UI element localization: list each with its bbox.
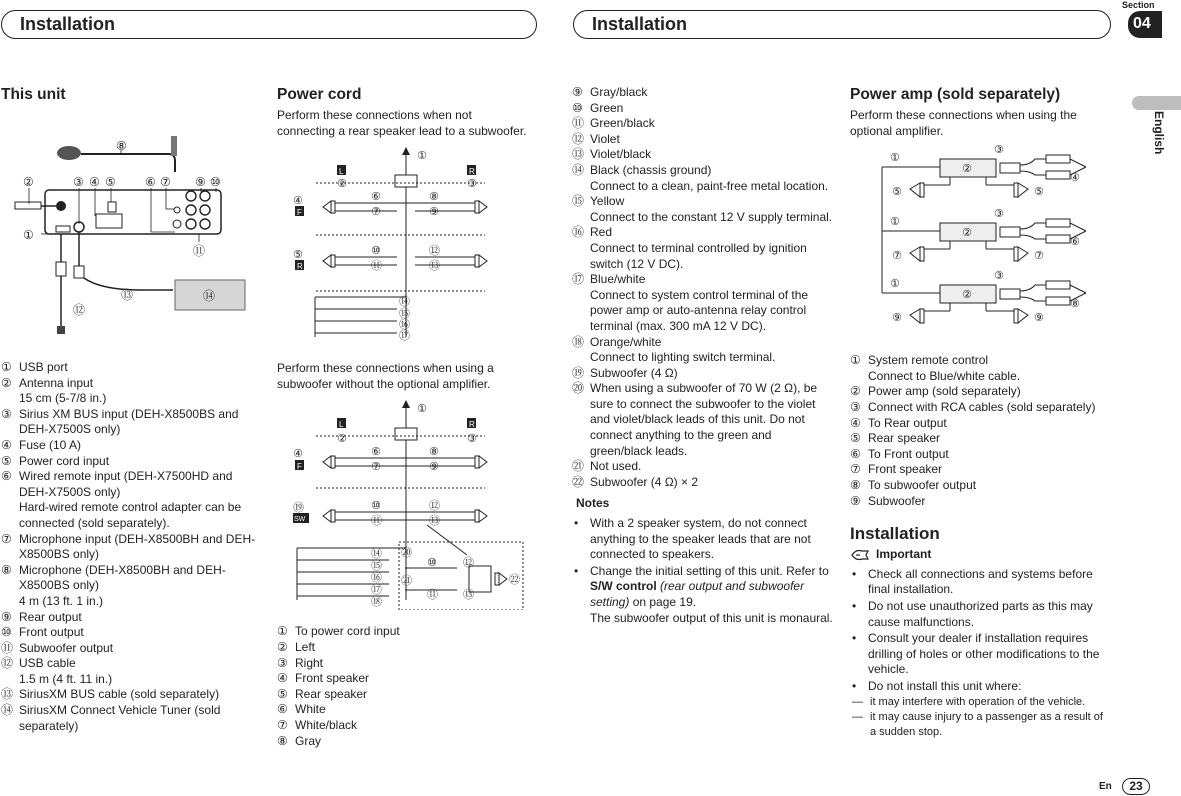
wire-colors-section [572,85,834,627]
svg-text:⑰: ⑰ [399,330,410,343]
svg-text:①: ① [890,152,900,165]
page-number: 23 [1122,778,1150,795]
left-header-title: Installation [20,14,116,34]
power-cord-section [277,86,527,749]
list-item: ④ Fuse (10 A) [1,437,82,452]
footer-lang: En [1099,781,1112,792]
svg-text:②: ② [962,227,972,240]
wire-colors-list [572,85,834,490]
svg-text:⑬: ⑬ [429,260,440,273]
this-unit-heading: This unit [1,86,66,103]
svg-text:③: ③ [467,433,477,446]
svg-text:⑧: ⑧ [429,446,439,459]
svg-text:L: L [339,420,344,430]
list-item: ② Power amp (sold separately) [850,384,1021,399]
svg-text:㉑: ㉑ [401,575,412,588]
list-item: ⑮ Yellow [572,194,625,209]
svg-text:③: ③ [994,145,1004,157]
svg-text:R: R [469,420,475,430]
svg-text:⑫: ⑫ [463,557,474,570]
installation-bullet: • Do not install this unit where: [852,678,1022,693]
svg-text:⑪: ⑪ [193,244,206,258]
list-item: ⑤ Rear speaker [277,686,368,701]
list-item: Connect to a clean, paint-free metal location. [590,178,829,193]
list-item: Connect to the constant 12 V supply terminal. [590,209,833,224]
list-item: ⑦ Microphone input (DEH-X8500BH and DEH-X8500BS only) [1,531,256,562]
list-item: Connect to terminal controlled by ignition switch (12 V DC). [590,240,807,271]
installation-bullet: • Do not use unauthorized parts as this may cause malfunctions. [852,598,1093,629]
installation-bullet: • Consult your dealer if installation requires drilling of holes or other modifications to the vehicle. [852,631,1100,677]
svg-text:⑫: ⑫ [429,245,440,258]
list-item: ⑪ Green/black [572,116,655,131]
svg-text:⑱: ⑱ [371,596,382,609]
svg-text:⑨: ⑨ [892,312,902,325]
svg-text:⑩: ⑩ [371,245,381,258]
svg-text:③: ③ [73,175,84,189]
list-item: ⑧ To subwoofer output [850,477,977,492]
list-item: ⑯ Red [572,225,613,240]
list-item: ⑫ USB cable [1,656,76,671]
list-item: ① USB port [1,360,68,374]
svg-text:⑦: ⑦ [1034,250,1044,263]
svg-text:①: ① [890,216,900,229]
power-amp-section [850,86,1104,740]
section-number-tab: 04 [1128,11,1162,38]
svg-text:⑥: ⑥ [145,175,156,189]
list-item: ② Left [277,639,316,654]
svg-text:⑮: ⑮ [399,308,410,321]
installation-dash-item: — it may cause injury to a passenger as a result of a sudden stop. [852,711,1103,739]
svg-text:R: R [297,262,303,272]
list-item: Connect to Blue/white cable. [868,368,1021,383]
list-item: ⑥ White [277,702,326,717]
svg-text:⑦: ⑦ [371,206,381,219]
svg-text:①: ① [417,403,427,416]
svg-text:⑭: ⑭ [203,289,216,303]
svg-text:⑩: ⑩ [371,500,381,513]
list-item: ⑥ To Front output [850,446,949,461]
list-item: ⑨ Subwoofer [850,493,926,508]
svg-text:⑥: ⑥ [371,446,381,459]
list-item: 4 m (13 ft. 1 in.) [19,593,104,608]
svg-text:⑫: ⑫ [73,303,86,317]
svg-text:③: ③ [467,178,477,191]
svg-text:F: F [297,462,302,472]
list-item: ① System remote control [850,353,989,368]
svg-text:⑨: ⑨ [1034,312,1044,325]
svg-text:⑬: ⑬ [463,589,474,602]
list-item: ⑬ Violet/black [572,147,652,162]
svg-text:④: ④ [1070,172,1080,185]
list-item: ⑲ Subwoofer (4 Ω) [572,365,678,380]
svg-text:⑪: ⑪ [371,260,382,273]
svg-text:④: ④ [293,195,303,208]
this-unit-section [1,86,257,734]
list-item: ⑥ Wired remote input (DEH-X7500HD and DEH-X7500S only) [1,469,233,499]
language-tab [1132,96,1181,110]
svg-text:④: ④ [89,175,100,189]
svg-text:⑦: ⑦ [160,175,171,189]
svg-text:⑧: ⑧ [1070,298,1080,311]
svg-text:③: ③ [994,208,1004,221]
list-item: 15 cm (5-7/8 in.) [19,391,107,406]
svg-text:②: ② [337,178,347,191]
list-item: ⑤ Rear speaker [850,431,941,446]
svg-text:⑨: ⑨ [429,461,439,474]
right-header-title: Installation [592,14,688,34]
list-item: ⑭ SiriusXM Connect Vehicle Tuner (sold separately) [1,703,221,733]
svg-text:③: ③ [994,270,1004,283]
power-cord-legend [277,624,527,749]
svg-text:⑦: ⑦ [892,250,902,263]
svg-text:⑨: ⑨ [429,206,439,219]
svg-text:⑭: ⑭ [371,548,382,561]
list-item: ⑨ Rear output [1,609,82,624]
power-amp-diagram [850,145,1104,345]
svg-text:①: ① [23,228,34,242]
list-item: ⑩ Green [572,100,624,115]
svg-text:SW: SW [294,516,306,524]
list-item: ③ Right [277,655,324,670]
svg-text:⑤: ⑤ [1034,186,1044,199]
svg-text:①: ① [417,150,427,163]
installation-heading: Installation [850,524,940,544]
svg-text:⑯: ⑯ [399,319,410,332]
svg-text:②: ② [23,175,34,189]
list-item: ⑨ Gray/black [572,85,648,99]
list-item: ① To power cord input [277,624,400,639]
list-item: ⑩ Front output [1,625,84,640]
power-amp-intro: Perform these connections when using the optional amplifier. [850,108,1077,138]
list-item: ② Antenna input [1,375,94,390]
svg-text:㉒: ㉒ [509,574,520,587]
list-item: ⑪ Subwoofer output [1,640,114,655]
svg-text:⑨: ⑨ [195,175,206,189]
svg-text:②: ② [337,433,347,446]
list-item: ③ Sirius XM BUS input (DEH-X8500BS and DEH-X7500S only) [1,406,239,437]
svg-text:⑥: ⑥ [1070,236,1080,249]
svg-text:⑳: ⑳ [401,547,412,560]
important-label: Important [850,547,1104,563]
svg-text:⑬: ⑬ [429,515,440,528]
list-item: ㉒ Subwoofer (4 Ω) × 2 [572,474,699,489]
svg-text:⑥: ⑥ [371,191,381,204]
list-item: ㉑ Not used. [572,459,642,474]
installation-dash-item: — it may interfere with operation of the vehicle. [852,696,1086,709]
note-item: • With a 2 speaker system, do not connect anything to the speaker leads that are not connected to speakers. [574,516,811,562]
power-amp-legend [850,353,1104,509]
important-icon [850,549,872,561]
list-item: Hard-wired remote control adapter can be connected (sold separately). [19,500,242,530]
list-item: ④ To Rear output [850,415,947,430]
power-cord-diagram-2 [277,400,527,610]
svg-text:⑤: ⑤ [293,249,303,262]
sw-control-link: S/W control [590,579,657,594]
microphone-icon [57,146,81,160]
list-item: ⑦ Front speaker [850,462,943,477]
svg-text:⑭: ⑭ [399,296,410,309]
installation-bullet: • Check all connections and systems before final installation. [852,566,1093,597]
list-item: ⑭ Black (chassis ground) [572,162,712,177]
list-item: ⑦ White/black [277,717,358,732]
this-unit-legend [1,360,257,734]
list-item: ⑱ Orange/white [572,334,662,349]
list-item: ⑬ SiriusXM BUS cable (sold separately) [1,687,220,702]
list-item: 1.5 m (4 ft. 11 in.) [19,671,113,686]
svg-text:⑤: ⑤ [892,186,902,199]
list-item: ⑫ Violet [572,131,620,146]
svg-text:⑰: ⑰ [371,584,382,597]
head-unit-diagram [1,114,257,334]
svg-text:④: ④ [293,448,303,461]
list-item: Connect to lighting switch terminal. [590,350,776,365]
list-item: ⑳ When using a subwoofer of 70 W (2 Ω), be sure to connect the subwoofer to the violet and violet/black leads of this unit. Do not connect anything to the green and green/black leads. [572,381,818,458]
list-item: ⑰ Blue/white [572,272,646,287]
svg-text:②: ② [962,289,972,302]
svg-text:⑩: ⑩ [210,175,221,189]
svg-text:L: L [339,167,344,177]
svg-text:②: ② [962,163,972,176]
list-item: ⑧ Gray [277,733,322,748]
list-item: ⑧ Microphone (DEH-X8500BH and DEH-X8500BS only) [1,562,226,593]
svg-text:①: ① [890,278,900,291]
power-cord-heading: Power cord [277,86,362,103]
notes-heading: Notes [576,496,610,511]
language-label: English [1152,111,1166,155]
svg-text:⑪: ⑪ [427,589,438,602]
svg-text:F: F [297,208,302,218]
svg-text:⑯: ⑯ [371,572,382,585]
svg-text:⑧: ⑧ [429,191,439,204]
list-item: ⑤ Power cord input [1,453,110,468]
svg-text:⑪: ⑪ [371,515,382,528]
svg-text:⑲: ⑲ [293,502,304,515]
right-header-bar [573,10,1111,39]
svg-text:R: R [469,167,475,177]
note-item: • Change the initial setting of this unit. Refer to S/W control (rear output and subwoofer setting) on page 19. The subwoofer output of this unit is monaural. [574,563,833,625]
svg-text:⑦: ⑦ [371,461,381,474]
svg-text:⑮: ⑮ [371,560,382,573]
section-label: Section [1122,0,1155,10]
svg-text:⑬: ⑬ [121,288,134,302]
svg-text:⑩: ⑩ [427,557,437,570]
list-item: ④ Front speaker [277,671,370,686]
svg-text:⑤: ⑤ [105,175,116,189]
power-cord-intro-2: Perform these connections when using a subwoofer without the optional amplifier. [277,361,494,391]
left-header-bar [1,10,537,39]
list-item: ③ Connect with RCA cables (sold separately) [850,399,1096,414]
svg-text:⑫: ⑫ [429,500,440,513]
svg-text:⑧: ⑧ [116,139,127,153]
power-amp-heading: Power amp (sold separately) [850,86,1061,103]
list-item: Connect to system control terminal of the power amp or auto-antenna relay control terminal (max. 300 mA 12 V DC). [590,287,809,333]
power-cord-diagram-1 [277,147,527,343]
power-cord-intro-1: Perform these connections when not connecting a rear speaker lead to a subwoofer. [277,108,527,138]
